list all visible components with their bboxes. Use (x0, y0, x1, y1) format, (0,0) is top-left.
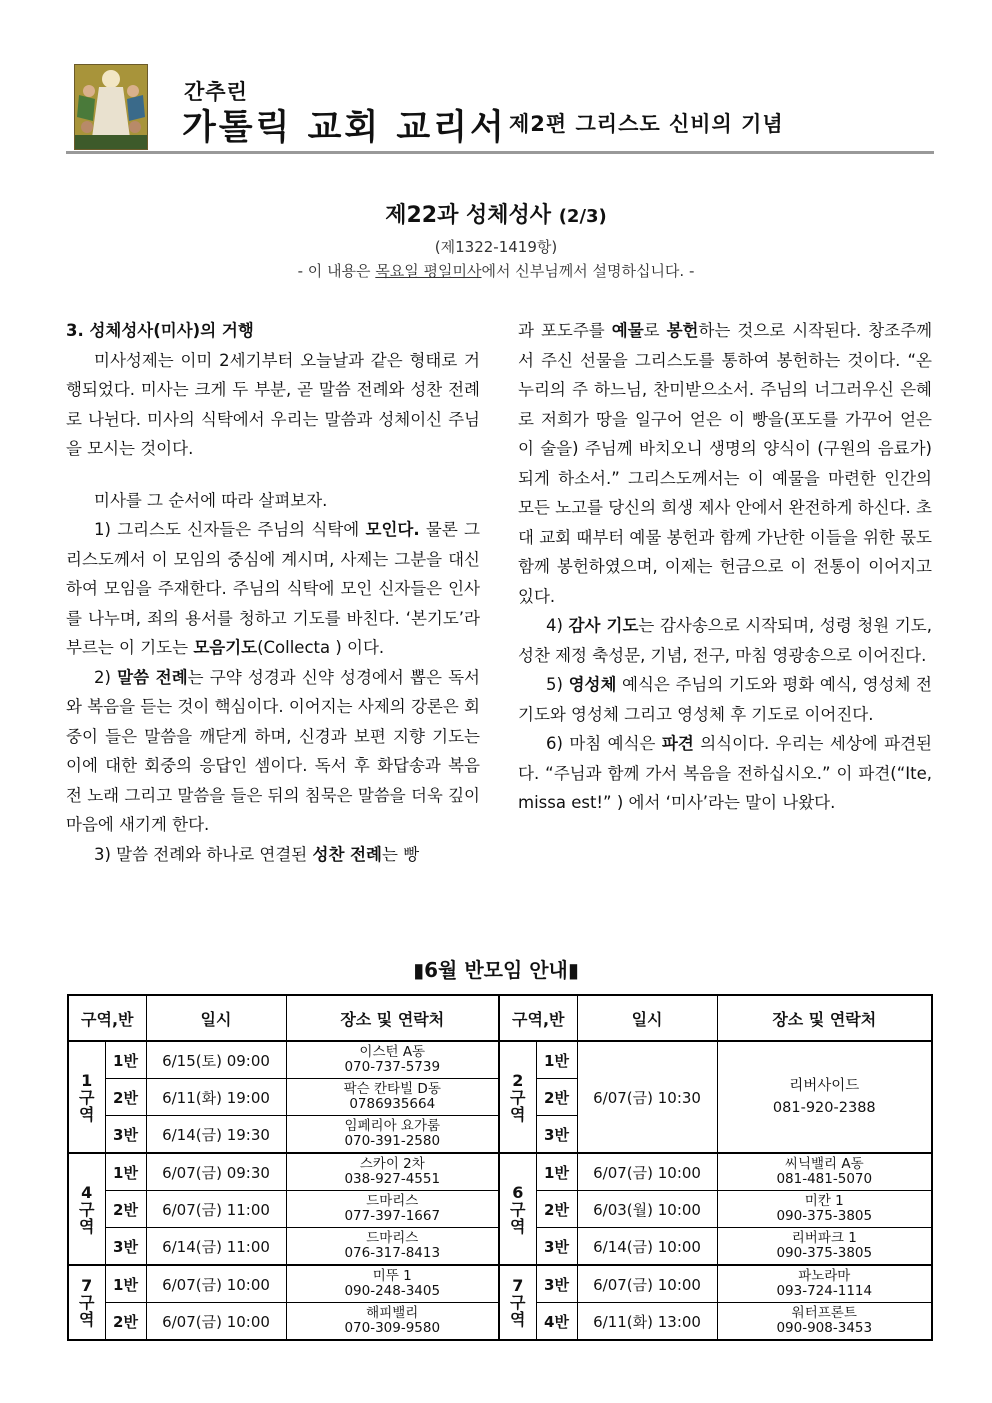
meeting-place: 드마리스 077-397-1667 (286, 1191, 499, 1228)
meeting-date: 6/07(금) 10:00 (577, 1153, 717, 1191)
ban-label: 2반 (536, 1191, 577, 1228)
zone-7-label-right: 7 구 역 (499, 1265, 536, 1340)
meeting-place: 리버사이드 081-920-2388 (717, 1041, 932, 1153)
ban-label: 3반 (536, 1228, 577, 1266)
ban-label: 3반 (105, 1228, 146, 1266)
ban-label: 3반 (105, 1116, 146, 1154)
ban-label: 3반 (536, 1116, 577, 1154)
meeting-date: 6/07(금) 10:00 (577, 1265, 717, 1303)
meeting-date: 6/15(토) 09:00 (146, 1041, 286, 1079)
zone-7-label-left: 7 구 역 (68, 1265, 105, 1340)
zone-4-label: 4 구 역 (68, 1153, 105, 1265)
paragraph-eucharist-liturgy: 3) 말씀 전례와 하나로 연결된 성찬 전례는 빵 (94, 844, 420, 864)
header-date-right: 일시 (577, 995, 717, 1041)
header-divider (66, 151, 934, 154)
paragraph-dismissal: 6) 마침 예식은 파견 의식이다. 우리는 세상에 파견된다. “주님과 함께 가서 복음을 전하십시오.” 이 파견(“Ite, missa est!” ) 에서 ‘미사’라는 말이 나왔다. (518, 734, 932, 812)
paragraph-intro: 미사성제는 이미 2세기부터 오늘날과 같은 형태로 거행되었다. 미사는 크게 두 부분, 곧 말씀 전례와 성찬 전례로 나뉜다. 미사의 식탁에서 우리는 말씀과 성체이신 주님을 모시는 것이다. (66, 350, 480, 458)
zone-2-label: 2 구 역 (499, 1041, 536, 1153)
paragraph-eucharistic-prayer: 4) 감사 기도는 감사송으로 시작되며, 성령 청원 기도, 성찬 제정 축성문, 기념, 전구, 마침 영광송으로 이어진다. (518, 616, 932, 665)
paragraph-communion: 5) 영성체 예식은 주님의 기도와 평화 예식, 영성체 전 기도와 영성체 그리고 영성체 후 기도로 이어진다. (518, 675, 932, 724)
lesson-page-indicator: (2/3) (558, 206, 607, 227)
meeting-date: 6/07(금) 10:00 (146, 1265, 286, 1303)
meeting-place: 팍슨 칸타빌 D동 0786935664 (286, 1079, 499, 1116)
paragraph-offertory: 과 포도주를 예물로 봉헌하는 것으로 시작된다. 창조주께서 주신 선물을 그리스도를 통하여 봉헌하는 것이다. “온 누리의 주 하느님, 찬미받으소서. 주님의 너그러우신 은혜로 저희가 땅을 일구어 얻은 이 빵을(포도를 가꾸어 얻은 이 술을) 주님께 바치오니 생명의 양식이 (구원의 음료가) 되게 하소서.” 그리스도께서는 이 예물을 마련한 인간의 모든 노고를 당신의 희생 제사 안에서 완전하게 하신다. 초대 교회 때부터 예물 봉헌과 함께 가난한 이들을 위한 몫도 함께 봉헌하였으며, 이제는 헌금으로 이 전통이 이어지고 있다. (518, 321, 933, 606)
paragraph-gathering: 1) 그리스도 신자들은 주님의 식탁에 모인다. 물론 그리스도께서 이 모임의 중심에 계시며, 사제는 그분을 대신하여 모임을 주재한다. 주님의 식탁에 모인 신자들은 인사를 나누며, 죄의 용서를 청하고 기도를 바친다. ‘본기도’라 부르는 이 기도는 모음기도(Collecta ) 이다. (66, 520, 480, 657)
paragraph-order: 미사를 그 순서에 따라 살펴보자. (94, 490, 328, 510)
ban-label: 2반 (105, 1191, 146, 1228)
note-prefix: - 이 내용은 (297, 262, 376, 280)
ban-label: 1반 (105, 1041, 146, 1079)
meeting-place: 이스턴 A동 070-737-5739 (286, 1041, 499, 1079)
part-title: 제2편 그리스도 신비의 기념 (509, 112, 784, 136)
ban-label: 3반 (536, 1265, 577, 1303)
meeting-date: 6/07(금) 10:30 (577, 1041, 717, 1153)
meeting-date: 6/07(금) 09:30 (146, 1153, 286, 1191)
paragraph-reference: (제1322-1419항) (434, 238, 558, 256)
left-column (66, 316, 480, 869)
meeting-place: 해피밸리 070-309-9580 (286, 1303, 499, 1341)
meeting-place: 미뚜 1 090-248-3405 (286, 1265, 499, 1303)
meeting-place: 파노라마 093-724-1114 (717, 1265, 932, 1303)
paragraph-word-liturgy: 2) 말씀 전례는 구약 성경과 신약 성경에서 뽑은 독서와 복음을 듣는 것이 핵심이다. 이어지는 사제의 강론은 회중이 들은 말씀을 깨닫게 하며, 신경과 보편 지향 기도는 이에 대한 회중의 응답인 셈이다. 독서 후 화답송과 복음 전 노래 그리고 말씀을 들은 뒤의 침묵은 말씀을 더욱 깊이 마음에 새기게 한다. (66, 667, 480, 834)
header-zone-left: 구역,반 (68, 995, 146, 1041)
meeting-date: 6/14(금) 19:30 (146, 1116, 286, 1154)
meeting-place: 임페리아 요가룸 070-391-2580 (286, 1116, 499, 1154)
meeting-place: 리버파크 1 090-375-3805 (717, 1228, 932, 1266)
meeting-date: 6/07(금) 11:00 (146, 1191, 286, 1228)
zone-6-label: 6 구 역 (499, 1153, 536, 1265)
ban-label: 2반 (536, 1079, 577, 1116)
ban-label: 1반 (536, 1153, 577, 1191)
catechism-title: 가톨릭 교회 교리서 (182, 108, 507, 148)
lesson-note (0, 260, 992, 281)
ban-label: 2반 (105, 1303, 146, 1341)
meeting-place: 워터프론트 090-908-3453 (717, 1303, 932, 1341)
right-column (518, 316, 932, 818)
apostles-painting-logo (74, 64, 148, 150)
lesson-title-text: 제22과 성체성사 (385, 203, 552, 228)
meeting-date: 6/03(월) 10:00 (577, 1191, 717, 1228)
section-heading: 3. 성체성사(미사)의 거행 (66, 321, 254, 340)
meeting-place: 스카이 2차 038-927-4551 (286, 1153, 499, 1191)
table-row (68, 1041, 932, 1079)
meeting-schedule-table (67, 994, 933, 1341)
note-suffix: 에서 신부님께서 설명하십니다. - (481, 262, 695, 280)
header-date-left: 일시 (146, 995, 286, 1041)
table-row (68, 1153, 932, 1191)
zone-1-label: 1 구 역 (68, 1041, 105, 1153)
ban-label: 2반 (105, 1079, 146, 1116)
meeting-notice-title: ▮6월 반모임 안내▮ (413, 958, 579, 982)
table-row (68, 1265, 932, 1303)
header-place-right: 장소 및 연락처 (717, 995, 932, 1041)
meeting-place: 미칸 1 090-375-3805 (717, 1191, 932, 1228)
ban-label: 1반 (105, 1153, 146, 1191)
note-underlined: 목요일 평일미사 (375, 262, 482, 280)
meeting-place: 씨닉밸리 A동 081-481-5070 (717, 1153, 932, 1191)
series-subtitle: 간추린 (184, 80, 248, 104)
meeting-date: 6/14(금) 11:00 (146, 1228, 286, 1266)
lesson-title (0, 198, 992, 229)
ban-label: 1반 (105, 1265, 146, 1303)
meeting-date: 6/14(금) 10:00 (577, 1228, 717, 1266)
header-place-left: 장소 및 연락처 (286, 995, 499, 1041)
ban-label: 4반 (536, 1303, 577, 1341)
meeting-date: 6/07(금) 10:00 (146, 1303, 286, 1341)
ban-label: 1반 (536, 1041, 577, 1079)
header-zone-right: 구역,반 (499, 995, 577, 1041)
meeting-date: 6/11(화) 13:00 (577, 1303, 717, 1341)
meeting-date: 6/11(화) 19:00 (146, 1079, 286, 1116)
meeting-place: 드마리스 076-317-8413 (286, 1228, 499, 1266)
